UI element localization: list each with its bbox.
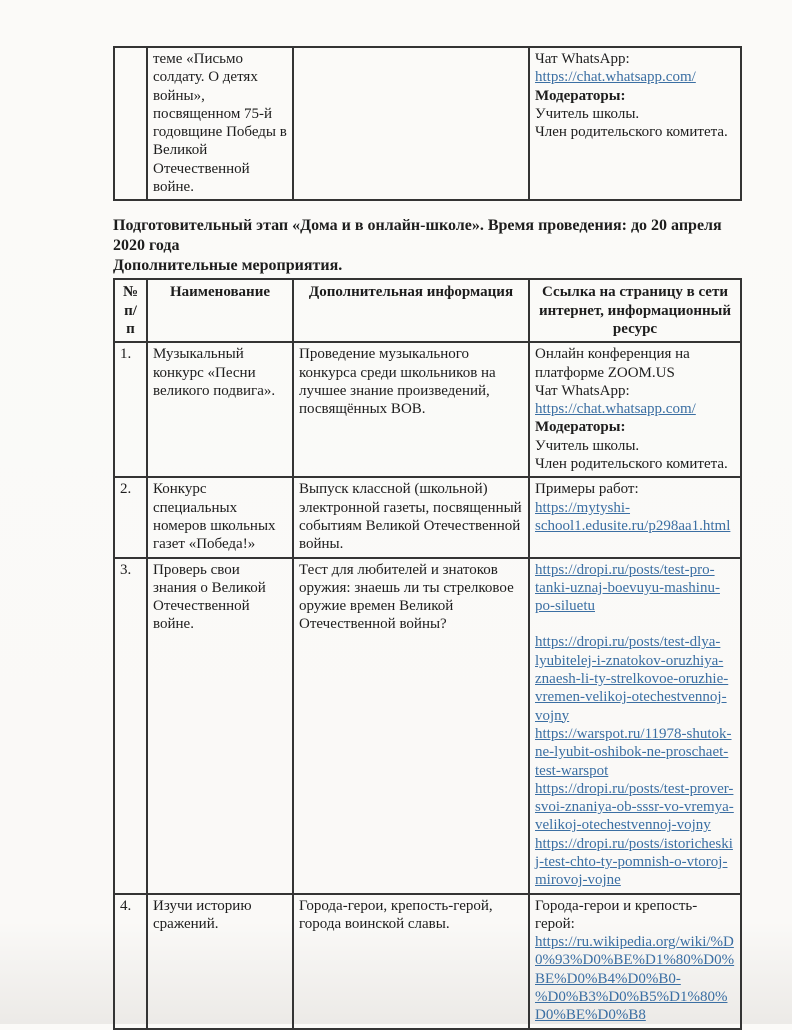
resource-line	[535, 561, 735, 616]
resource-text: Чат WhatsApp:	[535, 382, 630, 399]
resource-link[interactable]: https://dropi.ru/posts/test-dlya-lyubitelej-i-znatokov-oruzhiya-znaesh-li-ty-strelkovoe-oruzhie-vremen-velikoj-otechestvennoj-vojny	[535, 634, 729, 724]
cell-number: 4.	[114, 894, 147, 1029]
cell-number: 3.	[114, 558, 147, 894]
resource-text: Учитель школы.	[535, 437, 640, 454]
resource-line	[535, 499, 735, 536]
resource-text: Чат WhatsApp:	[535, 51, 630, 67]
table-row	[114, 477, 741, 557]
cell-number: 2.	[114, 477, 147, 557]
cell-resources	[529, 894, 741, 1029]
blank-line	[535, 615, 735, 633]
resource-line	[535, 68, 735, 86]
cell-number: 1.	[114, 342, 147, 477]
cell-info: Выпуск классной (школьной) электронной газеты, посвященный событиям Великой Отечественной войны.	[293, 477, 529, 557]
resource-line	[535, 780, 735, 835]
resource-text: Учитель школы.	[535, 105, 640, 122]
resource-text: Модераторы:	[535, 419, 626, 436]
resource-text: Модераторы:	[535, 87, 626, 104]
resource-line	[535, 933, 735, 1024]
cell-name: теме «Письмо солдату. О детях войны», посвященном 75-й годовщине Победы в Великой Отечественной войне.	[147, 47, 293, 200]
cell-name: Изучи историю сражений.	[147, 894, 293, 1029]
column-header-number: № п/п	[114, 279, 147, 342]
cell-name: Конкурс специальных номеров школьных газет «Победа!»	[147, 477, 293, 557]
resource-link[interactable]: https://warspot.ru/11978-shutok-ne-lyubit-oshibok-ne-proschaet-test-warspot	[535, 725, 732, 779]
resource-link[interactable]: https://ru.wikipedia.org/wiki/%D0%93%D0%BE%D1%80%D0%BE%D0%B4%D0%B0-%D0%B3%D0%B5%D1%80%D0%BE%D0%B8	[535, 934, 735, 1024]
resource-link[interactable]: https://mytyshi-school1.edusite.ru/p298aa1.html	[535, 499, 731, 534]
cell-info: Города-герои, крепость-герой, города воинской славы.	[293, 894, 529, 1029]
resource-text: Член родительского комитета.	[535, 456, 728, 473]
section-heading-line2: 2020 года	[113, 237, 180, 255]
resource-link[interactable]: https://dropi.ru/posts/istoricheskij-test-chto-ty-pomnish-o-vtoroj-mirovoj-vojne	[535, 835, 733, 889]
column-header-resource: Ссылка на страницу в сети интернет, информационный ресурс	[529, 279, 741, 342]
resource-link[interactable]: https://chat.whatsapp.com/	[535, 401, 696, 418]
column-header-name: Наименование	[147, 279, 293, 342]
column-header-info: Дополнительная информация	[293, 279, 529, 342]
table-row	[114, 558, 741, 894]
cell-resources	[529, 477, 741, 557]
cell-resources	[529, 47, 741, 200]
cell-resources	[529, 558, 741, 894]
header-row	[114, 279, 741, 342]
resource-link[interactable]: https://dropi.ru/posts/test-prover-svoi-znaniya-ob-sssr-vo-vremya-velikoj-otechestvennoj-vojny	[535, 780, 734, 834]
resource-text: Член родительского комитета.	[535, 124, 728, 141]
subheading-additional-activities: Дополнительные мероприятия.	[113, 257, 343, 275]
resource-text: Онлайн конференция на платформе ZOOM.US	[535, 346, 690, 381]
section-heading	[113, 216, 740, 256]
resource-line	[535, 633, 735, 724]
table-row	[114, 894, 741, 1029]
table-row	[114, 342, 741, 477]
resource-line	[535, 400, 735, 418]
table-row	[114, 47, 741, 200]
cell-resources	[529, 342, 741, 477]
cell-name: Музыкальный конкурс «Песни великого подвига».	[147, 342, 293, 477]
cell-info	[293, 47, 529, 200]
section-heading-line1: Подготовительный этап «Дома и в онлайн-школе». Время проведения: до 20 апреля	[113, 217, 722, 235]
cell-name: Проверь свои знания о Великой Отечественной войне.	[147, 558, 293, 894]
resource-line	[535, 835, 735, 890]
cell-info: Проведение музыкального конкурса среди школьников на лучшее знание произведений, посвящённых ВОВ.	[293, 342, 529, 477]
resource-link[interactable]: https://chat.whatsapp.com/	[535, 69, 696, 86]
resource-line	[535, 725, 735, 780]
resource-text: Города-герои и крепость-герой:	[535, 897, 698, 932]
activities-table	[113, 278, 742, 1029]
continuation-table	[113, 46, 742, 201]
cell-info: Тест для любителей и знатоков оружия: знаешь ли ты стрелковое оружие времен Великой Отечественной войны?	[293, 558, 529, 894]
cell-number	[114, 47, 147, 200]
resource-text: Примеры работ:	[535, 481, 639, 498]
document-page	[113, 46, 740, 1030]
resource-link[interactable]: https://dropi.ru/posts/test-pro-tanki-uznaj-boevuyu-mashinu-po-siluetu	[535, 561, 720, 615]
